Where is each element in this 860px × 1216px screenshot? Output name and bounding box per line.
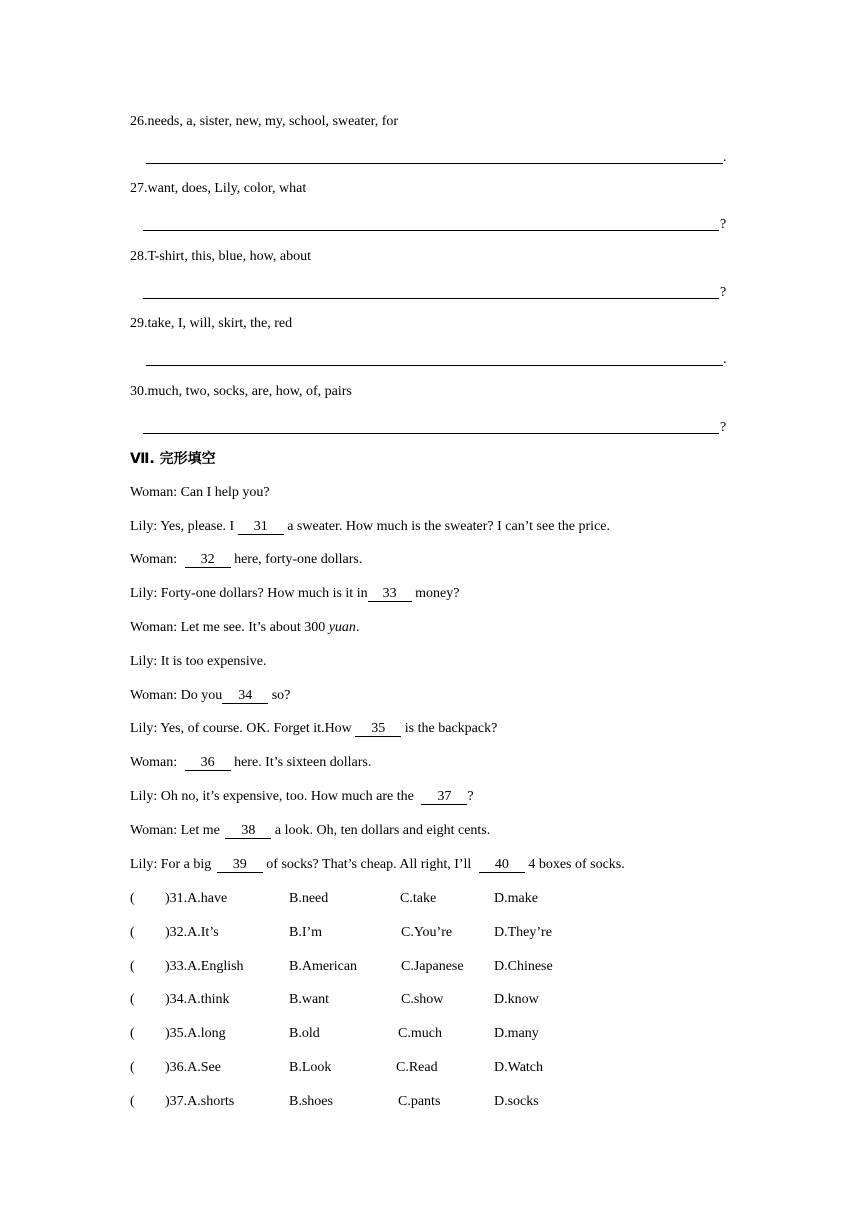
dialogue-text: Woman: Let me see. It’s about 300 xyxy=(130,620,329,635)
blank-35[interactable]: 35 xyxy=(355,721,401,737)
blank-40[interactable]: 40 xyxy=(479,857,525,873)
answer-line-29[interactable] xyxy=(146,348,736,366)
dialogue-text: Woman: xyxy=(130,755,181,770)
dialogue-text: Lily: Oh no, it’s expensive, too. How much are the xyxy=(130,789,418,804)
answer-bracket[interactable]: ( xyxy=(130,891,135,906)
blank-33[interactable]: 33 xyxy=(368,586,412,602)
question-28-prompt: 28.T-shirt, this, blue, how, about xyxy=(130,249,311,264)
dialogue-text: Lily: Yes, please. I xyxy=(130,519,238,534)
option-a[interactable]: )34.A.think xyxy=(165,992,230,1007)
question-27-prompt: 27.want, does, Lily, color, what xyxy=(130,181,307,196)
answer-line-30[interactable] xyxy=(143,416,733,434)
question-29-prompt: 29.take, I, will, skirt, the, red xyxy=(130,316,293,331)
dialogue-text: here. It’s sixteen dollars. xyxy=(230,755,372,770)
dialogue-text: Woman: Let me xyxy=(130,823,224,838)
dialogue-text: 4 boxes of socks. xyxy=(524,857,625,872)
option-d[interactable]: D.They’re xyxy=(494,925,552,940)
option-d[interactable]: D.Chinese xyxy=(494,959,553,974)
dialogue-line-3 xyxy=(130,551,362,569)
dialogue-text: Lily: Yes, of course. OK. Forget it.How xyxy=(130,721,356,736)
option-a[interactable]: )35.A.long xyxy=(165,1026,226,1041)
option-c[interactable]: C.show xyxy=(401,992,444,1007)
dialogue-line-8 xyxy=(130,720,497,738)
option-c[interactable]: C.take xyxy=(400,891,437,906)
answer-bracket[interactable]: ( xyxy=(130,1060,135,1075)
option-c[interactable]: C.pants xyxy=(398,1094,441,1109)
section-title: Ⅶ. 完形填空 xyxy=(130,451,216,467)
dialogue-line-11 xyxy=(130,822,490,840)
question-26-prompt: 26.needs, a, sister, new, my, school, sweater, for xyxy=(130,114,399,129)
option-d[interactable]: D.know xyxy=(494,992,539,1007)
option-d[interactable]: D.socks xyxy=(494,1094,539,1109)
blank-32[interactable]: 32 xyxy=(185,552,231,568)
answer-26-punctuation: . xyxy=(723,150,727,165)
option-b[interactable]: B.need xyxy=(289,891,329,906)
dialogue-text: a sweater. How much is the sweater? I can’t see the price. xyxy=(283,519,610,534)
option-b[interactable]: B.old xyxy=(289,1026,320,1041)
dialogue-text: Woman: xyxy=(130,552,181,567)
answer-bracket[interactable]: ( xyxy=(130,1026,135,1041)
blank-39[interactable]: 39 xyxy=(217,857,263,873)
dialogue-text: so? xyxy=(268,688,291,703)
dialogue-text: . xyxy=(355,620,360,635)
answer-bracket[interactable]: ( xyxy=(130,992,135,1007)
dialogue-text: Lily: For a big xyxy=(130,857,215,872)
blank-37[interactable]: 37 xyxy=(421,789,467,805)
dialogue-text: ? xyxy=(467,789,474,804)
answer-29-punctuation: . xyxy=(723,352,727,367)
answer-bracket[interactable]: ( xyxy=(130,925,135,940)
answer-bracket[interactable]: ( xyxy=(130,1094,135,1109)
dialogue-line-6: Lily: It is too expensive. xyxy=(130,654,267,669)
dialogue-line-5 xyxy=(130,619,359,637)
option-a[interactable]: )37.A.shorts xyxy=(165,1094,235,1109)
answer-line-26[interactable] xyxy=(146,146,736,164)
option-b[interactable]: B.Look xyxy=(289,1060,332,1075)
answer-27-punctuation: ? xyxy=(720,217,727,232)
option-b[interactable]: B.I’m xyxy=(289,925,323,940)
option-c[interactable]: C.Japanese xyxy=(401,959,464,974)
dialogue-text: money? xyxy=(411,586,460,601)
option-a[interactable]: )36.A.See xyxy=(165,1060,221,1075)
blank-34[interactable]: 34 xyxy=(222,688,268,704)
dialogue-line-2 xyxy=(130,518,610,536)
option-c[interactable]: C.You’re xyxy=(401,925,453,940)
option-b[interactable]: B.shoes xyxy=(289,1094,333,1109)
dialogue-line-7 xyxy=(130,687,290,705)
dialogue-line-1: Woman: Can I help you? xyxy=(130,485,270,500)
option-c[interactable]: C.Read xyxy=(396,1060,438,1075)
dialogue-line-9 xyxy=(130,754,371,772)
answer-30-punctuation: ? xyxy=(720,420,727,435)
option-c[interactable]: C.much xyxy=(398,1026,442,1041)
blank-36[interactable]: 36 xyxy=(185,755,231,771)
option-d[interactable]: D.many xyxy=(494,1026,539,1041)
question-30-prompt: 30.much, two, socks, are, how, of, pairs xyxy=(130,384,352,399)
dialogue-text: Woman: Do you xyxy=(130,688,223,703)
dialogue-italic-text: yuan xyxy=(328,620,356,635)
dialogue-text: Lily: Forty-one dollars? How much is it in xyxy=(130,586,368,601)
dialogue-text: a look. Oh, ten dollars and eight cents. xyxy=(271,823,491,838)
option-b[interactable]: B.American xyxy=(289,959,358,974)
option-b[interactable]: B.want xyxy=(289,992,330,1007)
dialogue-line-4 xyxy=(130,585,459,603)
blank-31[interactable]: 31 xyxy=(238,519,284,535)
dialogue-text: is the backpack? xyxy=(401,721,498,736)
option-a[interactable]: )31.A.have xyxy=(165,891,228,906)
blank-38[interactable]: 38 xyxy=(225,823,271,839)
dialogue-text: of socks? That’s cheap. All right, I’ll xyxy=(262,857,475,872)
dialogue-line-12 xyxy=(130,856,625,874)
option-a[interactable]: )32.A.It’s xyxy=(165,925,219,940)
answer-bracket[interactable]: ( xyxy=(130,959,135,974)
dialogue-text: here, forty-one dollars. xyxy=(230,552,363,567)
answer-28-punctuation: ? xyxy=(720,285,727,300)
option-d[interactable]: D.Watch xyxy=(494,1060,544,1075)
answer-line-27[interactable] xyxy=(143,213,733,231)
answer-line-28[interactable] xyxy=(143,281,733,299)
dialogue-line-10 xyxy=(130,788,474,806)
option-a[interactable]: )33.A.English xyxy=(165,959,244,974)
option-d[interactable]: D.make xyxy=(494,891,538,906)
